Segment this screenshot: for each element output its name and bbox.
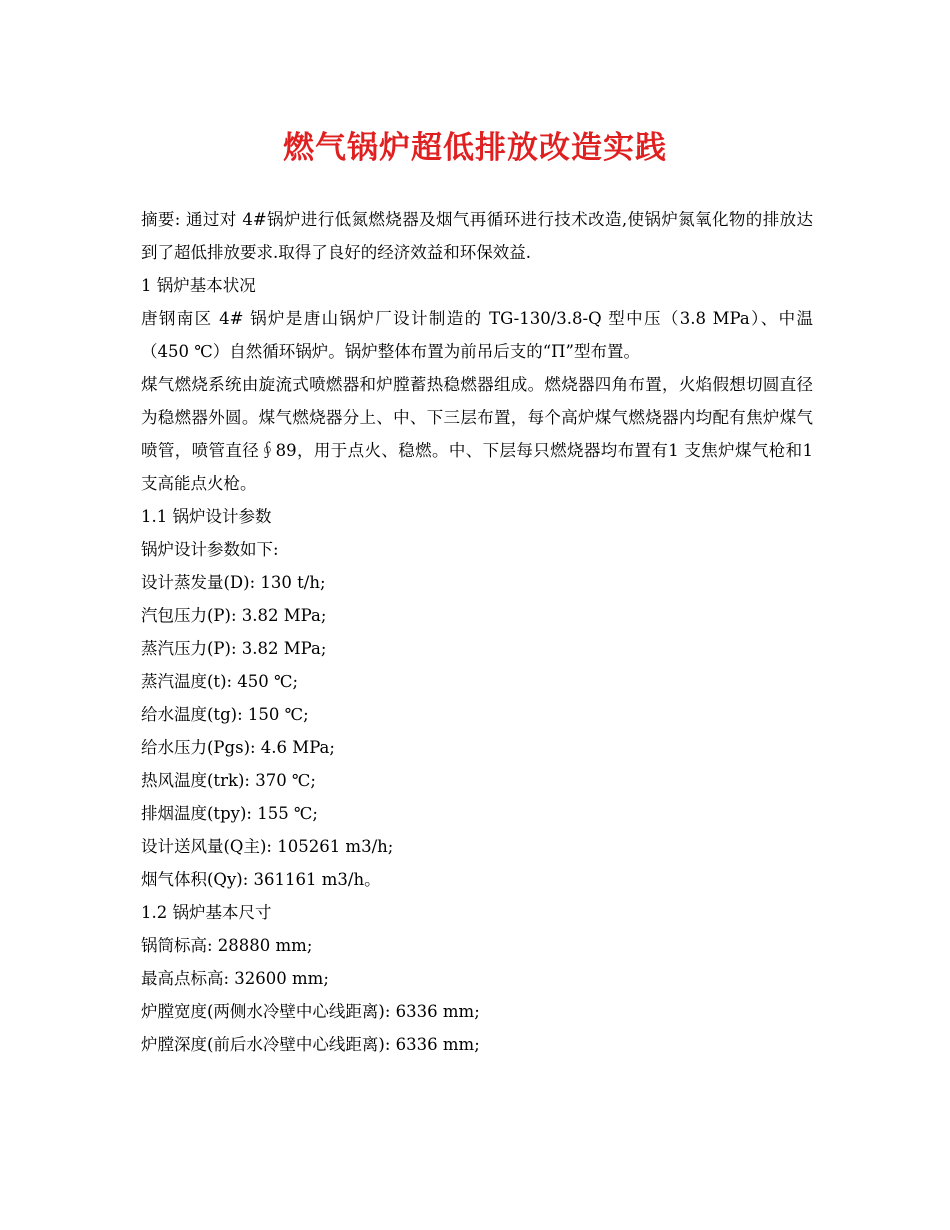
param-item: 烟气体积(Qy): 361161 m3/h。	[141, 870, 381, 889]
document-body	[141, 203, 813, 1061]
dimension-item: 炉膛深度(前后水冷壁中心线距离): 6336 mm;	[141, 1035, 480, 1054]
param-item: 排烟温度(tpy): 155 ℃;	[141, 804, 318, 823]
param-item: 设计蒸发量(D): 130 t/h;	[141, 573, 326, 592]
dimension-item: 最高点标高: 32600 mm;	[141, 969, 329, 988]
abstract-paragraph: 摘要: 通过对 4#锅炉进行低氮燃烧器及烟气再循环进行技术改造,使锅炉氮氧化物的排放达到了超低排放要求.取得了良好的经济效益和环保效益.	[141, 210, 813, 262]
paragraph: 唐钢南区 4# 锅炉是唐山锅炉厂设计制造的 TG-130/3.8-Q 型中压（3.8 MPa）、中温（450 ℃）自然循环锅炉。锅炉整体布置为前吊后支的“Π”型布置。	[141, 309, 813, 361]
param-item: 设计送风量(Q主): 105261 m3/h;	[141, 837, 394, 856]
dimensions-list	[141, 929, 813, 1061]
section-heading: 1.2 锅炉基本尺寸	[141, 903, 272, 922]
paragraph: 煤气燃烧系统由旋流式喷燃器和炉膛蓄热稳燃器组成。燃烧器四角布置，火焰假想切圆直径为稳燃器外圆。煤气燃烧器分上、中、下三层布置，每个高炉煤气燃烧器内均配有焦炉煤气喷管，喷管直径∮89，用于点火、稳燃。中、下层每只燃烧器均布置有1 支焦炉煤气枪和1 支高能点火枪。	[141, 375, 813, 493]
document-title: 燃气锅炉超低排放改造实践	[283, 130, 667, 166]
design-params-list	[141, 566, 813, 896]
dimension-item: 锅筒标高: 28880 mm;	[141, 936, 313, 955]
param-item: 热风温度(trk): 370 ℃;	[141, 771, 316, 790]
param-item: 汽包压力(P): 3.82 MPa;	[141, 606, 327, 625]
dimension-item: 炉膛宽度(两侧水冷壁中心线距离): 6336 mm;	[141, 1002, 480, 1021]
section-heading: 1 锅炉基本状况	[141, 276, 256, 295]
param-item: 给水压力(Pgs): 4.6 MPa;	[141, 738, 335, 757]
param-item: 蒸汽温度(t): 450 ℃;	[141, 672, 299, 691]
param-item: 给水温度(tg): 150 ℃;	[141, 705, 309, 724]
params-intro: 锅炉设计参数如下:	[141, 540, 279, 559]
param-item: 蒸汽压力(P): 3.82 MPa;	[141, 639, 327, 658]
section-heading: 1.1 锅炉设计参数	[141, 507, 272, 526]
